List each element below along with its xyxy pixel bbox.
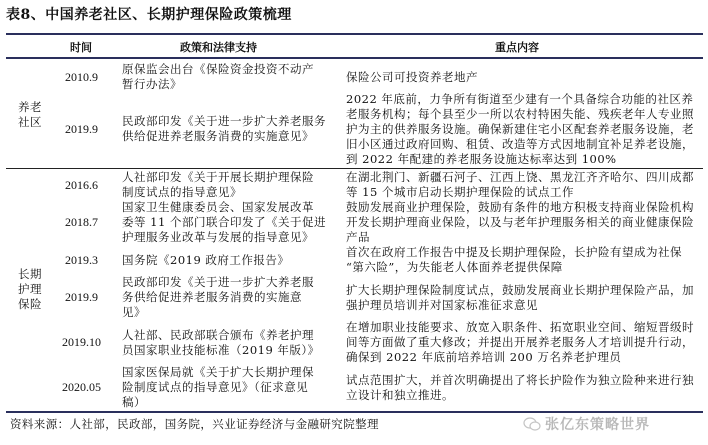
row-policy: 民政部印发《关于进一步扩大养老服务 供给促进养老服务消费的实施意见》 xyxy=(122,114,326,143)
row-time: 2019.3 xyxy=(65,253,98,267)
watermark: 张亿东策略世界 xyxy=(545,417,650,433)
row-policy: 国家医保局就《关于扩大长期护理保 险制度试点的指导意见》（征求意见 稿） xyxy=(122,365,314,409)
row-time: 2016.6 xyxy=(65,178,98,192)
row-time: 2019.9 xyxy=(65,122,98,136)
row-content: 鼓励发展商业护理保险，鼓励有条件的地方积极支持商业保险机构 开发长期护理商业保险，以及与老年护理服务相关的商业健康保险 产品 xyxy=(346,200,694,244)
row-time: 2019.10 xyxy=(62,335,101,349)
row-content: 在增加职业技能要求、放宽入职条件、拓宽职业空间、缩短晋级时 间等方面做了重大修改；并提出开展养老服务人才培训提升行动， 确保到 2022 年底前培养培训 200 万名养老护理员 xyxy=(346,320,694,364)
source-note: 资料来源：人社部，民政部，国务院，兴业证券经济与金融研究院整理 xyxy=(10,417,379,431)
row-time: 2020.05 xyxy=(62,380,101,394)
group-label: 养老 社区 xyxy=(18,100,42,129)
group-divider xyxy=(6,168,703,169)
wechat-icon xyxy=(523,416,541,432)
row-content: 2022 年底前，力争所有街道至少建有一个具备综合功能的社区养 老服务机构；每个县至少一所以农村特困失能、残疾老年人专业照 护为主的供养服务设施。确保新建住宅小区配套养老服务设施，老 旧小区通过政府回购、租赁、改造等方式因地制宜补足养老设施， 到 2022 年配建的养老服务设施达标率达到 100% xyxy=(346,92,694,166)
row-content: 试点范围扩大，并首次明确提出了将长护险作为独立险种来进行独 立设计和独立推进。 xyxy=(346,373,694,402)
header-top-rule xyxy=(6,33,703,35)
row-time: 2010.9 xyxy=(65,70,98,84)
row-policy: 国家卫生健康委员会、国家发展改革 委等 11 个部门联合印发了《关于促进 护理服务业改革与发展的指导意见》 xyxy=(122,200,326,244)
row-time: 2018.7 xyxy=(65,215,98,229)
row-policy: 人社部印发《关于开展长期护理保险 制度试点的指导意见》 xyxy=(122,170,314,199)
table-bottom-rule xyxy=(6,411,703,413)
row-policy: 民政部印发《关于进一步扩大养老服 务供给促进养老服务消费的实施意 见》 xyxy=(122,275,314,319)
row-content: 扩大长期护理保险制度试点，鼓励发展商业长期护理保险产品，加 强护理员培训并对国家标准征求意见 xyxy=(346,283,694,312)
header-content: 重点内容 xyxy=(495,41,539,54)
row-policy: 原保监会出台《保险资金投资不动产 暂行办法》 xyxy=(122,62,314,91)
row-policy: 国务院《2019 政府工作报告》 xyxy=(122,253,290,267)
group-label: 长期 护理 保险 xyxy=(18,267,42,311)
row-content: 在湖北荆门、新疆石河子、江西上饶、黑龙江齐齐哈尔、四川成都 等 15 个城市启动长期护理保险的试点工作 xyxy=(346,170,694,199)
row-time: 2019.9 xyxy=(65,290,98,304)
header-policy: 政策和法律支持 xyxy=(180,41,257,54)
table-title: 表8、中国养老社区、长期护理保险政策梳理 xyxy=(6,7,292,23)
row-policy: 人社部、民政部联合颁布《养老护理 员国家职业技能标准（2019 年版）》 xyxy=(122,328,320,357)
header-time: 时间 xyxy=(70,41,92,54)
header-bottom-rule xyxy=(6,57,703,59)
row-content: 保险公司可投资养老地产 xyxy=(346,70,478,84)
row-content: 首次在政府工作报告中提及长期护理保险，长护险有望成为社保 “第六险”，为失能老人体面养老提供保障 xyxy=(346,245,682,274)
